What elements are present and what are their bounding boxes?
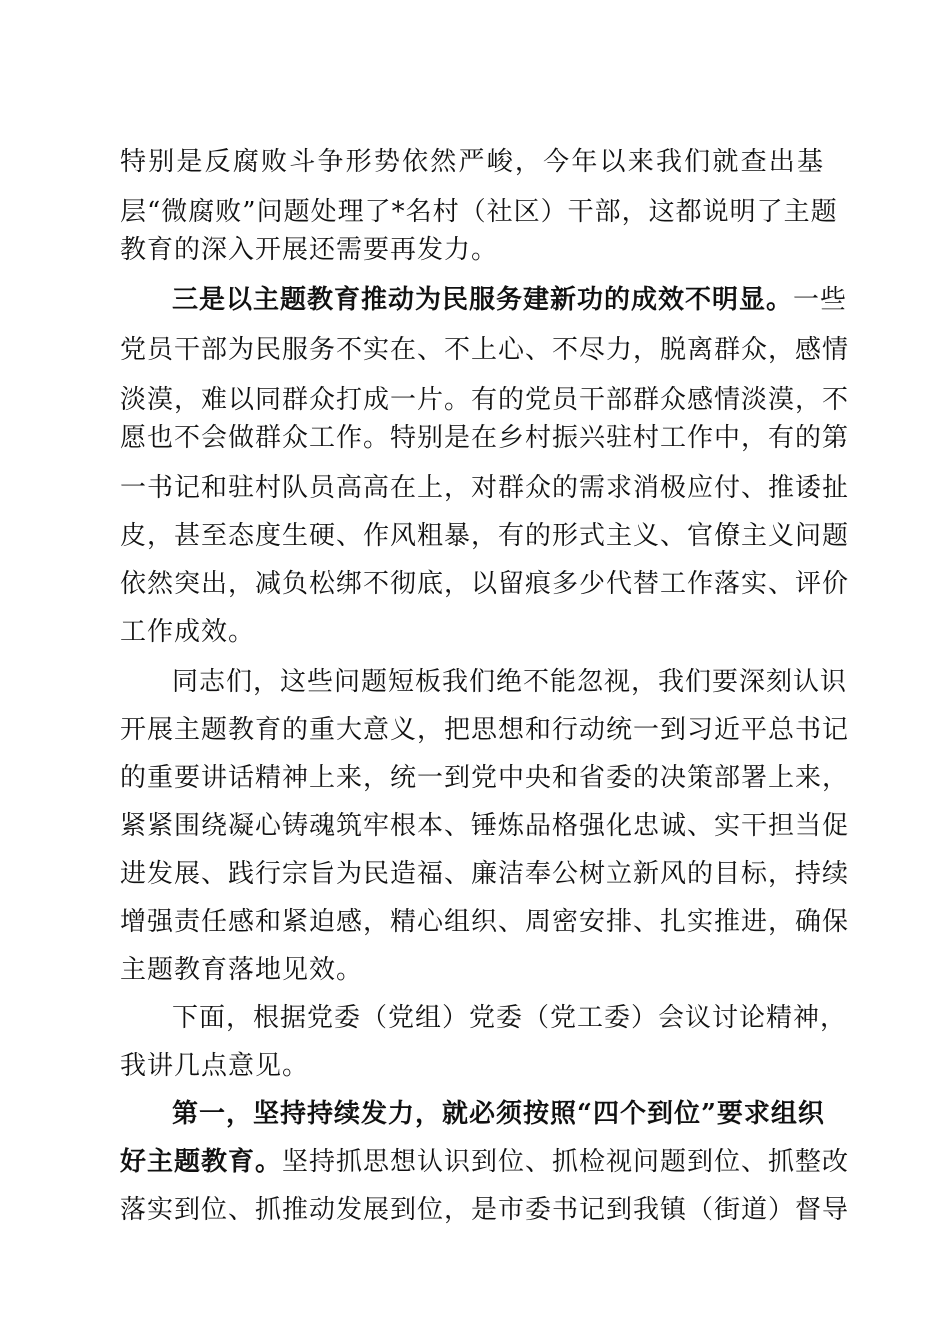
section-heading-first-cont: 好主题教育。 (120, 1147, 283, 1177)
paragraph-line-heading-1 (120, 1142, 850, 1182)
body-line: 我讲几点意见。 (120, 1051, 310, 1081)
body-line: 工作成效。 (120, 617, 256, 647)
body-line: 增强责任感和紧迫感，精心组织、周密安排、扎实推进，确保 (120, 907, 850, 937)
body-line: 的重要讲话精神上来，统一到党中央和省委的决策部署上来， (120, 763, 850, 793)
body-line: 主题教育落地见效。 (120, 955, 364, 985)
section-heading-third: 三是以主题教育推动为民服务建新功的成效不明显。 (172, 285, 794, 315)
body-line: 紧紧围绕凝心铸魂筑牢根本、锤炼品格强化忠诚、实干担当促 (120, 811, 850, 841)
body-line: 开展主题教育的重大意义，把思想和行动统一到习近平总书记 (120, 715, 850, 745)
body-line: 进发展、践行宗旨为民造福、廉洁奉公树立新风的目标，持续 (120, 859, 850, 889)
body-line: 依然突出，减负松绑不彻底，以留痕多少代替工作落实、评价 (120, 569, 850, 599)
section-heading-first: 第一，坚持持续发力，就必须按照“四个到位”要求组织 (172, 1099, 825, 1129)
body-line: 淡漠，难以同群众打成一片。有的党员干部群众感情淡漠，不 (120, 385, 850, 415)
body-line: 教育的深入开展还需要再发力。 (120, 235, 499, 265)
body-line: 一书记和驻村队员高高在上，对群众的需求消极应付、推诿扯 (120, 473, 850, 503)
body-line: 下面，根据党委（党组）党委（党工委）会议讨论精神， (172, 1003, 848, 1033)
body-line: 同志们，这些问题短板我们绝不能忽视，我们要深刻认识 (172, 667, 848, 697)
body-line: 皮，甚至态度生硬、作风粗暴，有的形式主义、官僚主义问题 (120, 521, 850, 551)
body-line: 落实到位、抓推动发展到位，是市委书记到我镇（街道）督导 (120, 1195, 850, 1225)
body-line: 党员干部为民服务不实在、不上心、不尽力，脱离群众，感情 (120, 335, 850, 365)
body-text: 坚持抓思想认识到位、抓检视问题到位、抓整改 (282, 1147, 850, 1177)
body-line: 特别是反腐败斗争形势依然严峻，今年以来我们就查出基 (120, 147, 824, 177)
body-text: 一些 (793, 285, 848, 315)
body-line: 愿也不会做群众工作。特别是在乡村振兴驻村工作中，有的第 (120, 423, 850, 453)
paragraph-line-heading-3 (172, 280, 848, 320)
body-line: 层“微腐败”问题处理了*名村（社区）干部，这都说明了主题 (120, 197, 838, 227)
